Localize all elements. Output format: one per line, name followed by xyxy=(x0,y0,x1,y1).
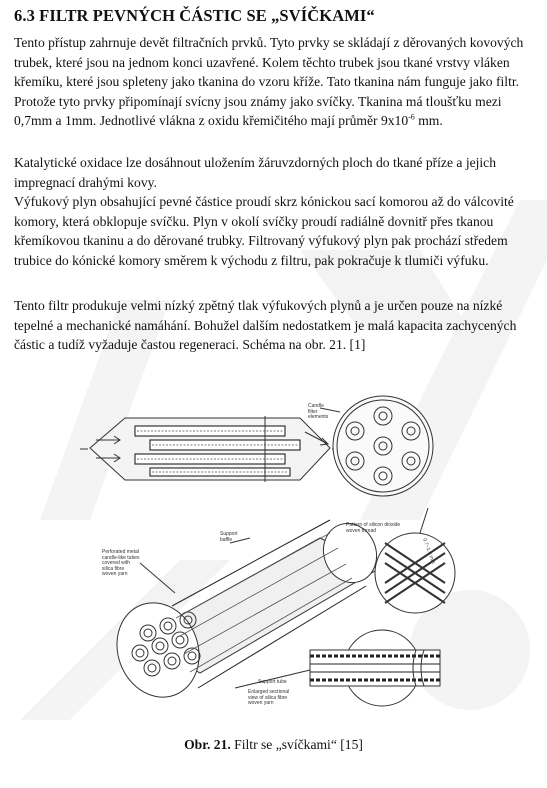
text-line: Katalytické oxidace lze dosáhnout uložením žáruvzdorných ploch do tkané příze a jejich xyxy=(14,155,497,170)
label-support-tube: Support tube xyxy=(258,679,287,685)
caption-label: Obr. 21. xyxy=(184,737,231,752)
paragraph-1 xyxy=(14,33,532,131)
text-line: částic a tudíž vyžaduje častou regeneraci. Schéma na obr. 21. [1] xyxy=(14,337,366,353)
text-line: křemíku, které jsou spleteny jako tkanina do vzoru kříže. Tato tkanina nám funguje jako filtr. xyxy=(14,74,520,90)
label-perforated-tubes: Perforated metal candle-like tubes covered with silica fibre woven yarn xyxy=(102,549,140,578)
text-line: Výfukový plyn obsahující pevné částice proudí skrz kónickou sací komorou až do válcovité xyxy=(14,194,514,210)
label-support-baffle: Support baffle xyxy=(220,531,238,543)
label-candle-filter-elements: Candle filter elements xyxy=(308,403,329,421)
label-enlarged-view: Enlarged sectional view of silica fibre woven yarn xyxy=(248,689,290,707)
text-part: mm. xyxy=(414,113,443,129)
text-line: Protože tyto prvky připomínají svícny jsou známy jako svíčky. Tkanina má tloušťku mezi xyxy=(14,93,502,109)
paragraph-3 xyxy=(14,296,532,355)
text-line: Tento filtr produkuje velmi nízký zpětný tlak výfukových plynů a je určen pouze na nízké xyxy=(14,298,503,313)
text-line: komory, která obklopuje svíčku. Plyn v okolí svíčky proudí radiálně dovnitř přes tkanou xyxy=(14,213,494,229)
text-line: křemíkovou tkaninu a do děrované trubky. Filtrovaný výfukový plyn pak prochází středem xyxy=(14,233,508,249)
label-thickness: 0.7~1.0 mm xyxy=(421,537,437,565)
text-line: impregnací drahými kovy. xyxy=(14,174,157,190)
label-pattern: Pattern of silicon dioxide woven thread xyxy=(346,522,401,534)
filter-diagram xyxy=(80,388,475,730)
caption-text: Filtr se „svíčkami“ [15] xyxy=(230,737,363,752)
exponent: -6 xyxy=(408,112,415,122)
section-heading: 6.3 FILTR PEVNÝCH ČÁSTIC SE „SVÍČKAMI“ xyxy=(14,6,375,25)
paragraph-2 xyxy=(14,153,532,271)
text-line-last xyxy=(14,111,532,131)
text-line: tepelné a mechanické namáhání. Bohužel dalším nedostatkem je malá kapacita zachycených xyxy=(14,317,517,333)
text-line: trubice do kónické komory směrem k východu z filtru, pak pokračuje k tlumiči výfuku. xyxy=(14,252,489,268)
figure-caption xyxy=(0,737,547,753)
text-part: 0,7mm a 1mm. Jednotlivé vlákna z oxidu křemičitého mají průměr 9x10 xyxy=(14,113,409,129)
text-line: Tento přístup zahrnuje devět filtračních prvků. Tyto prvky se skládají z děrovaných kovových xyxy=(14,35,524,50)
text-line: trubek, které jsou na jednom konci uzavřené. Kolem těchto trubek jsou tkané vrstvy vláken xyxy=(14,54,510,70)
